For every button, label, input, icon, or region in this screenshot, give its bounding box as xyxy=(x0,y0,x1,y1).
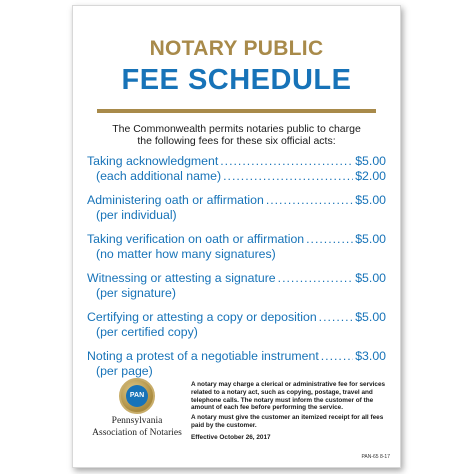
fee-item xyxy=(87,154,386,184)
seal-label: PAN xyxy=(126,385,148,407)
poster-title-top: NOTARY PUBLIC xyxy=(149,37,324,60)
leader-dots xyxy=(278,271,354,285)
leader-dots xyxy=(319,310,354,324)
fee-amount: $5.00 xyxy=(355,232,386,246)
fee-note: (per signature) xyxy=(96,286,176,300)
leader-dots xyxy=(266,193,353,207)
fee-label: Noting a protest of a negotiable instrument xyxy=(87,349,319,363)
intro-line: The Commonwealth permits notaries public to charge xyxy=(112,123,361,135)
fee-note: (no matter how many signatures) xyxy=(96,247,276,261)
logo-name-line: Pennsylvania xyxy=(111,416,163,426)
poster-title-main: FEE SCHEDULE xyxy=(121,64,352,96)
fee-sub-amount: $2.00 xyxy=(355,169,386,183)
leader-dots xyxy=(223,169,353,183)
leader-dots xyxy=(306,232,353,246)
fee-label: Witnessing or attesting a signature xyxy=(87,271,276,285)
pan-logo xyxy=(89,378,185,438)
intro-line: the following fees for these six official acts: xyxy=(137,135,336,147)
intro-text xyxy=(93,123,380,147)
fee-item xyxy=(87,349,386,379)
gold-divider xyxy=(97,109,376,113)
fee-list xyxy=(87,154,386,379)
fee-sub-label: (each additional name) xyxy=(96,169,222,183)
fee-label: Administering oath or affirmation xyxy=(87,193,264,207)
product-code: PAN-65 8-17 xyxy=(361,454,390,460)
fee-item xyxy=(87,310,386,340)
fee-note: (per individual) xyxy=(96,208,177,222)
seal-icon xyxy=(119,378,155,414)
fee-amount: $5.00 xyxy=(355,310,386,324)
fee-amount: $5.00 xyxy=(355,193,386,207)
fee-item xyxy=(87,193,386,223)
effective-date: Effective October 26, 2017 xyxy=(191,433,271,441)
fee-label: Taking acknowledgment xyxy=(87,154,219,168)
fee-amount: $5.00 xyxy=(355,271,386,285)
fee-item xyxy=(87,232,386,262)
fee-label: Certifying or attesting a copy or deposition xyxy=(87,310,317,324)
fee-amount: $5.00 xyxy=(355,154,386,168)
logo-name-line: Association of Notaries xyxy=(92,428,182,438)
note-paragraph: A notary must give the customer an itemized receipt for all fees paid by the customer. xyxy=(191,414,384,429)
fee-label: Taking verification on oath or affirmation xyxy=(87,232,305,246)
note-paragraph: A notary may charge a clerical or administrative fee for services related to a notary act, such as copying, postage, travel and telephone calls. The notary must inform the customer of the amount of each fee before performing the service. xyxy=(191,381,386,412)
fee-note: (per page) xyxy=(96,364,153,378)
fee-amount: $3.00 xyxy=(355,349,386,363)
leader-dots xyxy=(321,349,353,363)
leader-dots xyxy=(220,154,353,168)
fee-schedule-poster xyxy=(72,5,401,468)
fine-print xyxy=(191,381,389,444)
fee-note: (per certified copy) xyxy=(96,325,198,339)
fee-item xyxy=(87,271,386,301)
